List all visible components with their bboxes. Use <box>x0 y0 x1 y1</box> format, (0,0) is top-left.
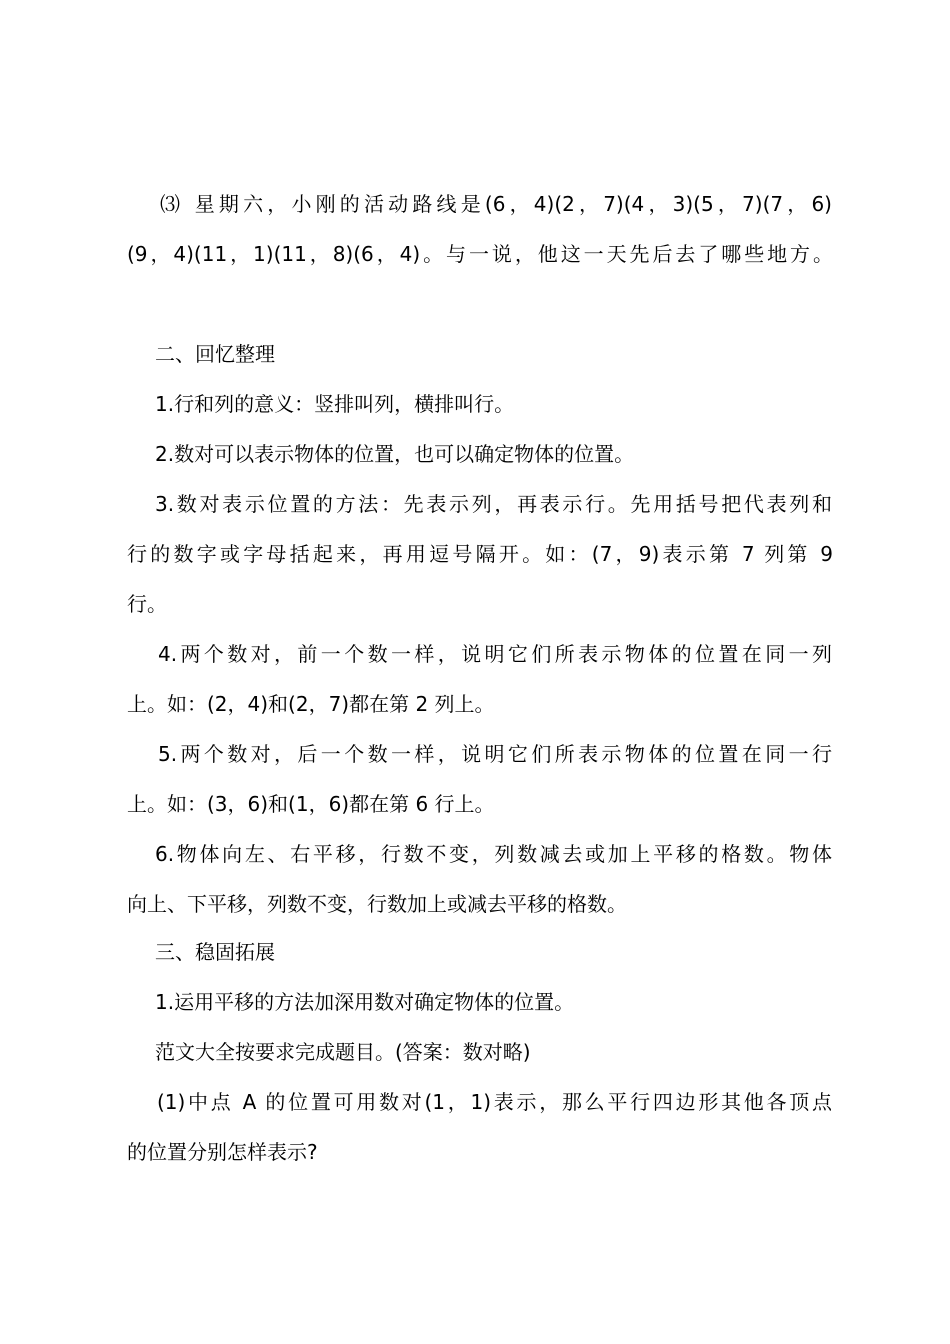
paragraph-line: 范文大全按要求完成题目。(答案：数对略) <box>155 1040 531 1064</box>
section-heading: 二、回忆整理 <box>155 342 275 366</box>
paragraph-line: 上。如：(3，6)和(1，6)都在第 6 行上。 <box>127 792 495 816</box>
paragraph-line: ⑶ 星期六，小刚的活动路线是(6，4)(2，7)(4，3)(5，7)(7，6) <box>160 192 832 216</box>
paragraph-line: 1.运用平移的方法加深用数对确定物体的位置。 <box>155 990 575 1014</box>
paragraph-line: 2.数对可以表示物体的位置，也可以确定物体的位置。 <box>155 442 635 466</box>
paragraph-line: (1)中点 A 的位置可用数对(1，1)表示，那么平行四边形其他各顶点 <box>157 1090 832 1114</box>
section-heading: 三、稳固拓展 <box>155 940 275 964</box>
paragraph-line: 4.两个数对，前一个数一样，说明它们所表示物体的位置在同一列 <box>158 642 832 666</box>
paragraph-line: 上。如：(2，4)和(2，7)都在第 2 列上。 <box>127 692 495 716</box>
paragraph-line: 的位置分别怎样表示? <box>127 1140 318 1164</box>
paragraph-line: 行的数字或字母括起来，再用逗号隔开。如：(7，9)表示第 7 列第 9 <box>127 542 833 566</box>
paragraph-line: 6.物体向左、右平移，行数不变，列数减去或加上平移的格数。物体 <box>155 842 832 866</box>
paragraph-line: 行。 <box>127 592 167 616</box>
paragraph-line: 1.行和列的意义：竖排叫列，横排叫行。 <box>155 392 515 416</box>
paragraph-line: 5.两个数对，后一个数一样，说明它们所表示物体的位置在同一行 <box>158 742 832 766</box>
paragraph-line: 向上、下平移，列数不变，行数加上或减去平移的格数。 <box>127 892 627 916</box>
paragraph-line: (9，4)(11，1)(11，8)(6，4)。与一说，他这一天先后去了哪些地方。 <box>127 242 833 266</box>
paragraph-line: 3.数对表示位置的方法：先表示列，再表示行。先用括号把代表列和 <box>155 492 832 516</box>
